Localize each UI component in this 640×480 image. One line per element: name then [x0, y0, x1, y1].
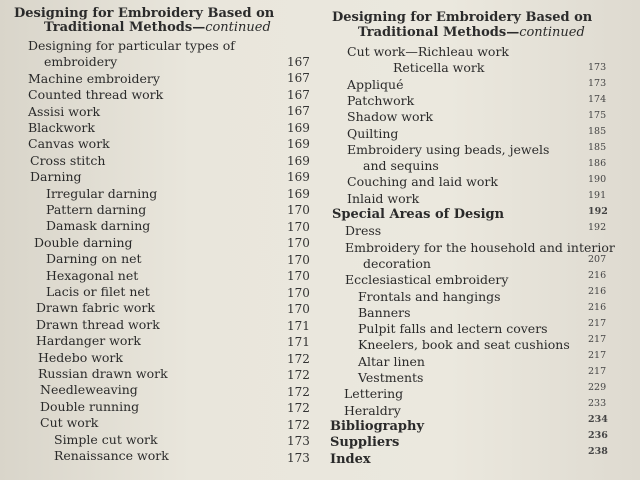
toc-entry [347, 125, 607, 141]
toc-entry-title: Kneelers, book and seat cushions [358, 337, 570, 353]
toc-entry-page: 234 [588, 413, 608, 425]
toc-entry-title: Lettering [344, 386, 404, 402]
toc-entry-title: Irregular darning [46, 185, 158, 201]
toc-entry-title: Drawn fabric work [36, 300, 155, 316]
toc-entry-page: 170 [287, 252, 310, 267]
toc-entry-page: 217 [588, 349, 607, 361]
toc-entry [54, 448, 310, 465]
toc-entry-page: 172 [287, 384, 310, 399]
toc-entry-page: 172 [287, 417, 310, 432]
toc-entry-page: 170 [287, 219, 310, 234]
toc-entry-title: Darning [30, 169, 82, 185]
toc-entry-page: 170 [287, 302, 310, 317]
toc-entry-title: Blackwork [28, 120, 95, 135]
toc-entry-page: 185 [588, 125, 607, 137]
toc-entry [46, 251, 310, 267]
toc-entry [28, 70, 310, 86]
toc-entry [330, 413, 608, 434]
toc-entry-page: 216 [588, 269, 607, 281]
toc-entry-title: Frontals and hangings [358, 288, 501, 304]
toc-entry-page: 191 [588, 189, 607, 201]
toc-entry-title: Double darning [34, 234, 133, 250]
toc-entry-title: Embroidery using beads, jewels [347, 141, 550, 157]
toc-entry-title: Drawn thread work [36, 316, 160, 332]
toc-entry [345, 269, 607, 288]
column-header-line1: Designing for Embroidery Based on [332, 10, 593, 25]
toc-entry [28, 38, 235, 53]
toc-entry-page: 217 [588, 365, 607, 377]
toc-entry-page: 167 [287, 104, 310, 119]
toc-entry-page: 169 [287, 186, 310, 201]
toc-entry-title: and sequins [363, 158, 439, 174]
toc-entry-title: Patchwork [347, 92, 415, 108]
toc-entry-title: Embroidery for the household and interior [345, 239, 615, 255]
toc-entry-page: 169 [287, 170, 310, 185]
toc-entry-page: 216 [588, 285, 607, 297]
toc-entry-page: 172 [287, 368, 310, 383]
toc-entry [358, 333, 607, 353]
toc-entry-page: 173 [588, 77, 607, 89]
toc-entry [40, 382, 310, 399]
toc-entry [347, 92, 607, 108]
toc-entry [46, 202, 310, 218]
toc-entry [40, 415, 310, 432]
toc-entry [34, 234, 310, 251]
toc-entry [347, 109, 607, 125]
toc-entry [28, 87, 310, 103]
toc-entry-title: Pattern darning [46, 202, 147, 217]
toc-entry-page: 207 [588, 253, 607, 265]
toc-entry [36, 316, 310, 333]
toc-entry-title: Couching and laid work [347, 174, 498, 190]
toc-entry-title: Renaissance work [54, 448, 169, 463]
toc-entry-title: Inlaid work [347, 190, 420, 206]
toc-entry-title: Appliqué [347, 76, 404, 92]
toc-entry-title: Needleweaving [40, 382, 138, 398]
toc-entry-title: Special Areas of Design [332, 207, 505, 222]
toc-entry-title: Machine embroidery [28, 70, 160, 86]
toc-entry-page: 170 [287, 236, 310, 251]
toc-entry [347, 173, 607, 190]
toc-entry [36, 300, 310, 317]
toc-entry [363, 253, 607, 271]
toc-entry-page: 192 [588, 221, 607, 233]
toc-entry [363, 157, 607, 174]
toc-entry-title: Altar linen [358, 353, 425, 369]
toc-entry [28, 120, 310, 135]
toc-entry-title: Damask darning [46, 218, 151, 234]
toc-entry [358, 317, 607, 337]
toc-entry [46, 185, 310, 201]
toc-entry [36, 333, 310, 350]
toc-entry-page: 185 [588, 141, 607, 153]
toc-entry-page: 171 [287, 335, 310, 350]
toc-entry [40, 398, 310, 416]
toc-entry [330, 445, 608, 467]
toc-entry [30, 169, 310, 185]
toc-entry [345, 240, 615, 255]
toc-entry-page: 171 [287, 318, 310, 333]
toc-entry-page: 169 [287, 153, 310, 168]
toc-entry-page: 217 [588, 317, 607, 329]
toc-entry-title: Canvas work [28, 136, 110, 152]
toc-entry-page: 175 [588, 109, 607, 121]
toc-entry [46, 218, 310, 234]
toc-entry-title: Hexagonal net [46, 267, 139, 283]
toc-entry-page: 172 [287, 401, 310, 416]
toc-entry-title: Darning on net [46, 251, 142, 267]
toc-entry [28, 103, 310, 119]
toc-entry-page: 173 [588, 61, 607, 73]
toc-entry-title: Cut work [40, 415, 99, 431]
toc-entry-title: Banners [358, 304, 411, 320]
toc-entry-page: 192 [588, 205, 608, 217]
toc-entry [358, 285, 607, 304]
toc-entry-title: Shadow work [347, 109, 434, 125]
toc-entry-page: 174 [588, 93, 607, 105]
toc-entry-title: decoration [363, 255, 431, 271]
toc-entry [38, 366, 310, 383]
toc-entry [358, 349, 607, 369]
toc-entry [332, 205, 608, 222]
toc-entry [347, 44, 509, 59]
toc-entry [345, 221, 607, 239]
toc-entry-page: 169 [287, 137, 310, 152]
toc-entry-page: 229 [588, 381, 607, 393]
toc-entry [28, 136, 310, 152]
toc-entry-page: 190 [588, 173, 607, 185]
toc-entry-page: 216 [588, 301, 607, 313]
toc-entry [46, 284, 310, 300]
toc-entry-title: Hedebo work [38, 349, 123, 365]
column-header-line1: Designing for Embroidery Based on [14, 6, 275, 21]
toc-entry [344, 381, 607, 402]
toc-entry [44, 54, 310, 70]
toc-entry [358, 365, 607, 385]
toc-entry [344, 397, 607, 418]
toc-entry-page: 167 [287, 54, 310, 69]
toc-entry-page: 233 [588, 397, 607, 409]
toc-entry-title: Reticella work [393, 60, 485, 76]
toc-entry-page: 170 [287, 203, 310, 218]
toc-entry-title: Cross stitch [30, 152, 106, 168]
toc-entry-title: Lacis or filet net [46, 284, 150, 299]
toc-entry-page: 170 [287, 285, 310, 300]
toc-entry [393, 60, 607, 76]
toc-entry-title: Quilting [347, 125, 399, 141]
toc-entry-title: Designing for particular types of [28, 38, 235, 53]
toc-entry-title: Suppliers [330, 435, 400, 451]
toc-entry [38, 349, 310, 366]
toc-entry-page: 169 [287, 120, 310, 135]
toc-entry [347, 141, 607, 157]
column-header-line2: Traditional Methods—continued [358, 25, 585, 40]
toc-entry-page: 186 [588, 157, 607, 169]
toc-entry-title: Heraldry [344, 402, 401, 418]
toc-entry-page: 217 [588, 333, 607, 345]
toc-entry-page: 173 [287, 451, 310, 465]
toc-entry [347, 76, 607, 92]
toc-entry-page: 173 [287, 434, 310, 449]
toc-entry [358, 301, 607, 320]
toc-entry-title: Assisi work [28, 103, 101, 119]
toc-entry [347, 189, 607, 206]
toc-entry-title: embroidery [44, 54, 118, 70]
toc-entry-title: Vestments [358, 370, 424, 385]
toc-entry-title: Bibliography [330, 418, 425, 434]
toc-entry-title: Index [330, 451, 371, 467]
toc-entry-title: Counted thread work [28, 87, 164, 103]
toc-entry [54, 431, 310, 449]
toc-entry-title: Hardanger work [36, 333, 141, 349]
toc-entry-page: 172 [287, 351, 310, 366]
column-header-line2: Traditional Methods—continued [44, 20, 271, 35]
toc-entry [46, 267, 310, 284]
toc-entry-title: Dress [345, 223, 382, 239]
toc-entry-title: Double running [40, 398, 140, 414]
toc-entry-title: Russian drawn work [38, 366, 168, 381]
toc-entry [30, 152, 310, 168]
toc-entry-title: Cut work—Richleau work [347, 44, 509, 59]
toc-entry-title: Pulpit falls and lectern covers [358, 321, 548, 337]
toc-entry-page: 167 [287, 71, 310, 86]
toc-entry-page: 236 [588, 429, 608, 441]
toc-entry-page: 238 [588, 445, 608, 457]
toc-entry-title: Ecclesiastical embroidery [345, 272, 509, 288]
toc-entry-page: 170 [287, 269, 310, 284]
toc-entry-page: 167 [287, 87, 310, 102]
toc-entry-title: Simple cut work [54, 431, 158, 447]
